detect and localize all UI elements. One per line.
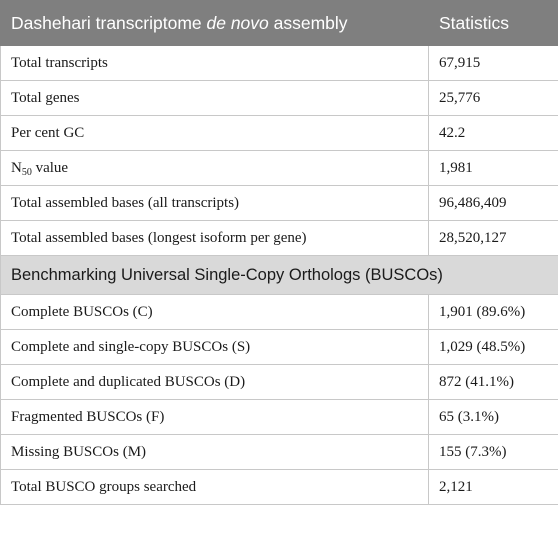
header-row [1, 1, 558, 46]
row-value: 25,776 [429, 81, 558, 116]
row-value: 96,486,409 [429, 186, 558, 221]
table-row [1, 470, 558, 505]
row-label: Total assembled bases (longest isoform per gene) [1, 221, 429, 256]
table-row [1, 116, 558, 151]
table-row [1, 221, 558, 256]
row-label: Missing BUSCOs (M) [1, 435, 429, 470]
row-value: 2,121 [429, 470, 558, 505]
n50-subscript: 50 [21, 166, 32, 178]
row-value: 42.2 [429, 116, 558, 151]
header-prefix: Dashehari transcriptome [11, 12, 207, 33]
row-label: Complete BUSCOs (C) [1, 295, 429, 330]
row-value: 155 (7.3%) [429, 435, 558, 470]
n50-rest: value [31, 159, 69, 176]
row-label: Total assembled bases (all transcripts) [1, 186, 429, 221]
row-label: Total genes [1, 81, 429, 116]
table-row [1, 186, 558, 221]
row-label: Total BUSCO groups searched [1, 470, 429, 505]
row-label: Complete and single-copy BUSCOs (S) [1, 330, 429, 365]
section-header-row [1, 256, 558, 295]
table-row [1, 81, 558, 116]
header-assembly [1, 1, 429, 46]
row-label: Complete and duplicated BUSCOs (D) [1, 365, 429, 400]
header-statistics: Statistics [429, 1, 558, 46]
row-value: 67,915 [429, 46, 558, 81]
n50-main: N [11, 159, 22, 176]
row-value: 65 (3.1%) [429, 400, 558, 435]
table-row [1, 151, 558, 186]
table-row [1, 365, 558, 400]
section-title: Benchmarking Universal Single-Copy Orthologs (BUSCOs) [1, 256, 558, 295]
table-row [1, 435, 558, 470]
row-label: Per cent GC [1, 116, 429, 151]
table-row [1, 330, 558, 365]
header-suffix: assembly [268, 12, 348, 33]
table-row [1, 46, 558, 81]
row-value: 872 (41.1%) [429, 365, 558, 400]
row-label: Fragmented BUSCOs (F) [1, 400, 429, 435]
row-value: 1,901 (89.6%) [429, 295, 558, 330]
row-label: Total transcripts [1, 46, 429, 81]
row-value: 28,520,127 [429, 221, 558, 256]
row-value: 1,029 (48.5%) [429, 330, 558, 365]
row-value: 1,981 [429, 151, 558, 186]
header-italic: de novo [206, 12, 269, 33]
table-row [1, 295, 558, 330]
table-row [1, 400, 558, 435]
row-label [1, 151, 429, 186]
